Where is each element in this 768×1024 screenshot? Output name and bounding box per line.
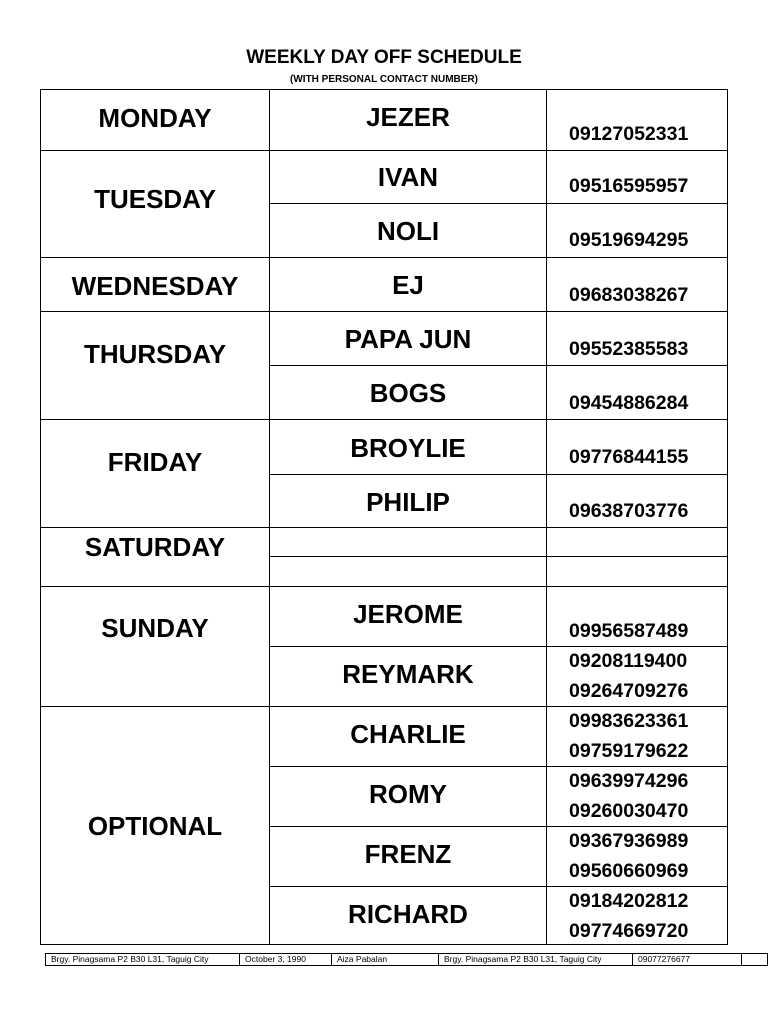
row-separator (269, 203, 727, 204)
day-tuesday: TUESDAY (94, 184, 216, 214)
phone-jezer: 09127052331 (569, 123, 689, 145)
name-philip: PHILIP (366, 487, 450, 517)
phone-romy-2: 09260030470 (569, 800, 689, 822)
footer-date: October 3, 1990 (245, 954, 306, 964)
name-richard: RICHARD (348, 899, 468, 929)
phone-richard-1: 09184202812 (569, 890, 689, 912)
name-charlie: CHARLIE (350, 719, 466, 749)
phone-charlie-1: 09983623361 (569, 710, 689, 732)
day-separator (41, 527, 727, 528)
footer-info-row (45, 953, 768, 966)
footer-address-2: Brgy. Pinagsama P2 B30 L31, Taguig City (444, 954, 602, 964)
name-bogs: BOGS (369, 378, 447, 408)
day-separator (41, 586, 727, 587)
day-separator (41, 150, 727, 151)
phone-reymark-1: 09208119400 (569, 650, 688, 672)
phone-ivan: 09516595957 (569, 175, 689, 197)
name-broylie: BROYLIE (350, 433, 466, 463)
schedule-table (40, 89, 728, 945)
row-separator (269, 826, 727, 827)
name-jezer: JEZER (366, 102, 450, 132)
day-separator (41, 706, 727, 707)
name-romy: ROMY (369, 779, 447, 809)
phone-broylie: 09776844155 (569, 446, 689, 468)
footer-divider (741, 954, 742, 965)
phone-frenz-1: 09367936989 (569, 830, 689, 852)
day-monday: MONDAY (98, 103, 212, 133)
name-jerome: JEROME (353, 599, 463, 629)
day-wednesday: WEDNESDAY (71, 271, 239, 301)
phone-charlie-2: 09759179622 (569, 740, 689, 762)
row-separator (269, 886, 727, 887)
row-separator (269, 474, 727, 475)
name-noli: NOLI (376, 216, 440, 246)
day-friday: FRIDAY (107, 447, 203, 477)
day-separator (41, 257, 727, 258)
day-saturday: SATURDAY (84, 532, 226, 562)
phone-jerome: 09956587489 (569, 620, 689, 642)
day-separator (41, 311, 727, 312)
phone-papa-jun: 09552385583 (569, 338, 689, 360)
name-ivan: IVAN (377, 162, 439, 192)
phone-bogs: 09454886284 (569, 392, 689, 414)
name-ej: EJ (392, 270, 424, 300)
phone-ej: 09683038267 (569, 284, 689, 306)
footer-phone: 09077276677 (638, 954, 691, 964)
page-title: WEEKLY DAY OFF SCHEDULE (246, 47, 522, 68)
day-thursday: THURSDAY (83, 339, 227, 369)
name-papa-jun: PAPA JUN (344, 324, 472, 354)
row-separator (269, 646, 727, 647)
phone-philip: 09638703776 (569, 500, 689, 522)
name-frenz: FRENZ (364, 839, 452, 869)
row-separator (269, 365, 727, 366)
day-optional: OPTIONAL (87, 811, 223, 841)
footer-person: Aiza Pabalan (337, 954, 388, 964)
day-sunday: SUNDAY (101, 613, 209, 643)
day-separator (41, 419, 727, 420)
phone-frenz-2: 09560660969 (569, 860, 689, 882)
phone-reymark-2: 09264709276 (569, 680, 689, 702)
row-separator (269, 556, 727, 557)
footer-address-1: Brgy. Pinagsama P2 B30 L31, Taguig City (51, 954, 209, 964)
phone-romy-1: 09639974296 (569, 770, 689, 792)
name-reymark: REYMARK (342, 659, 474, 689)
page-subtitle: (WITH PERSONAL CONTACT NUMBER) (290, 74, 478, 85)
phone-noli: 09519694295 (569, 229, 689, 251)
phone-richard-2: 09774669720 (569, 920, 689, 942)
row-separator (269, 766, 727, 767)
